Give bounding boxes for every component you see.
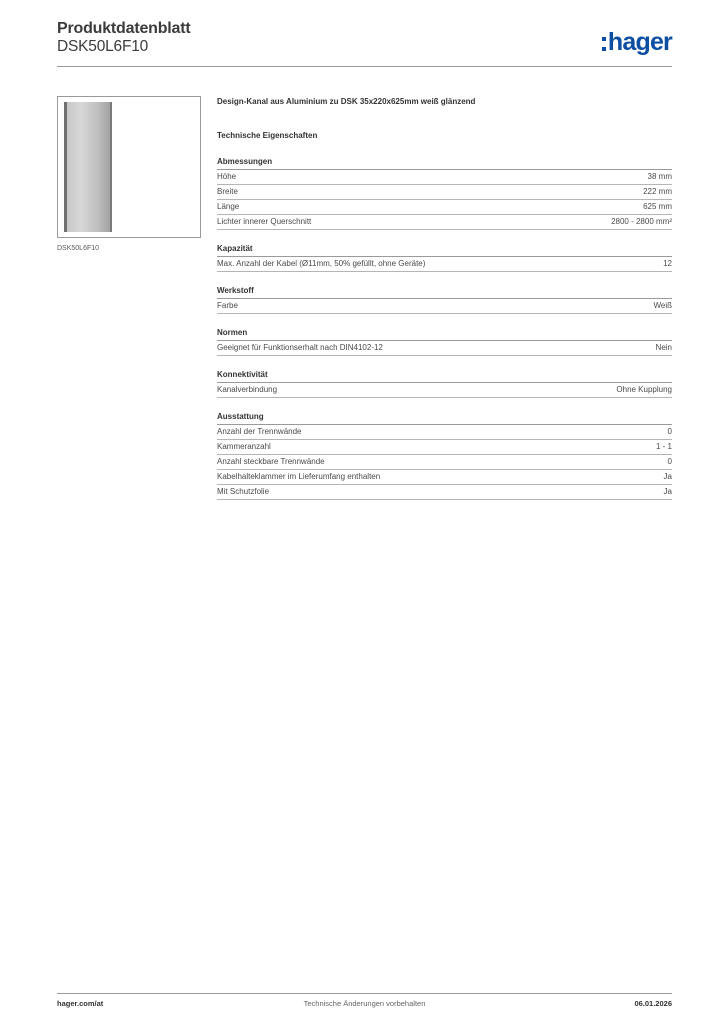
property-section xyxy=(217,285,672,314)
product-content xyxy=(217,96,672,500)
property-row xyxy=(217,455,672,470)
property-row xyxy=(217,215,672,230)
property-label: Kammeranzahl xyxy=(217,442,271,451)
image-caption: DSK50L6F10 xyxy=(57,245,100,252)
logo-colon-icon xyxy=(602,37,606,51)
product-image xyxy=(57,96,201,238)
property-label: Anzahl der Trennwände xyxy=(217,427,302,436)
property-label: Kabelhalteklammer im Lieferumfang enthalten xyxy=(217,472,381,481)
property-row xyxy=(217,440,672,455)
property-value: 38 mm xyxy=(647,172,672,181)
section-title: Konnektivität xyxy=(217,369,672,383)
property-value: Ja xyxy=(663,472,672,481)
property-label: Farbe xyxy=(217,301,238,310)
property-label: Breite xyxy=(217,187,238,196)
technical-properties-heading: Technische Eigenschaften xyxy=(217,131,318,140)
logo-text: hager xyxy=(607,28,672,56)
property-section xyxy=(217,156,672,230)
property-value: Weiß xyxy=(653,301,672,310)
property-value: Nein xyxy=(655,343,672,352)
document-header xyxy=(57,20,672,68)
property-label: Mit Schutzfolie xyxy=(217,487,270,496)
property-label: Lichter innerer Querschnitt xyxy=(217,217,312,226)
aluminium-panel-illustration xyxy=(64,102,112,232)
property-label: Länge xyxy=(217,202,240,211)
property-row xyxy=(217,170,672,185)
product-description: Design-Kanal aus Aluminium zu DSK 35x220x625mm weiß glänzend xyxy=(217,97,476,106)
property-section xyxy=(217,411,672,500)
section-title: Abmessungen xyxy=(217,156,672,170)
section-title: Kapazität xyxy=(217,243,672,257)
property-row xyxy=(217,425,672,440)
property-value: 1 - 1 xyxy=(655,442,672,451)
property-row xyxy=(217,185,672,200)
property-label: Max. Anzahl der Kabel (Ø11mm, 50% gefüllt, ohne Geräte) xyxy=(217,259,426,268)
property-value: 0 xyxy=(667,427,672,436)
property-row xyxy=(217,341,672,356)
property-value: 2800 - 2800 mm² xyxy=(611,217,672,226)
property-row xyxy=(217,485,672,500)
document-footer xyxy=(57,999,672,1011)
section-title: Normen xyxy=(217,327,672,341)
footer-date: 06.01.2026 xyxy=(634,999,672,1008)
property-label: Anzahl steckbare Trennwände xyxy=(217,457,325,466)
property-value: Ohne Kupplung xyxy=(616,385,672,394)
property-label: Geeignet für Funktionserhalt nach DIN4102-12 xyxy=(217,343,383,352)
property-row xyxy=(217,470,672,485)
property-section xyxy=(217,369,672,398)
property-row xyxy=(217,257,672,272)
footer-divider xyxy=(57,993,672,994)
hager-logo xyxy=(602,28,672,56)
property-value: 625 mm xyxy=(643,202,672,211)
footer-disclaimer: Technische Änderungen vorbehalten xyxy=(303,999,426,1008)
document-title: Produktdatenblatt xyxy=(57,20,191,37)
property-value: Ja xyxy=(663,487,672,496)
property-row xyxy=(217,383,672,398)
property-row xyxy=(217,200,672,215)
section-title: Werkstoff xyxy=(217,285,672,299)
property-section xyxy=(217,243,672,272)
section-title: Ausstattung xyxy=(217,411,672,425)
property-value: 12 xyxy=(663,259,672,268)
footer-website-link[interactable]: hager.com/at xyxy=(57,999,104,1008)
property-sections xyxy=(217,156,672,500)
property-row xyxy=(217,299,672,314)
product-code: DSK50L6F10 xyxy=(57,38,149,55)
property-value: 0 xyxy=(667,457,672,466)
property-label: Kanalverbindung xyxy=(217,385,278,394)
property-label: Höhe xyxy=(217,172,237,181)
property-section xyxy=(217,327,672,356)
header-divider xyxy=(57,66,672,67)
property-value: 222 mm xyxy=(643,187,672,196)
